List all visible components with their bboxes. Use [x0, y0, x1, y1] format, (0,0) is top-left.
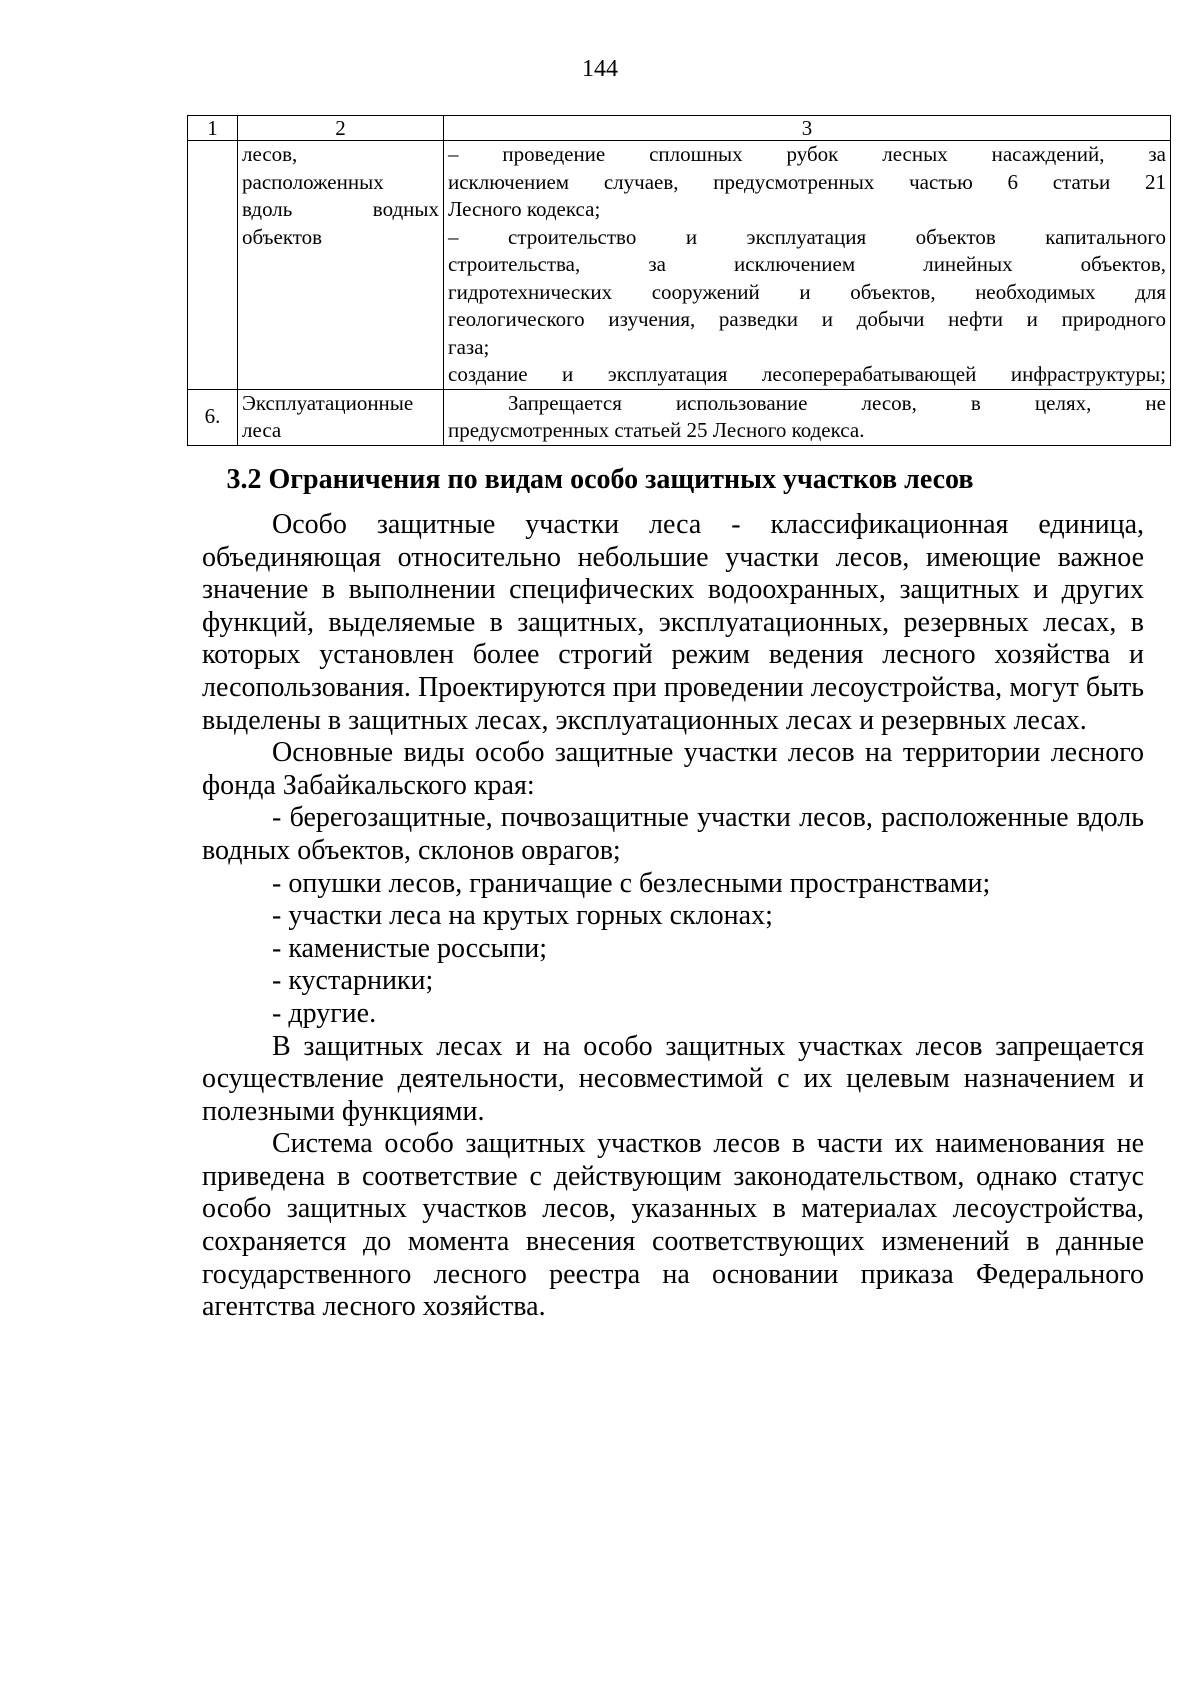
cell-line: геологического изучения, разведки и добычи нефти и природного — [448, 307, 1166, 331]
cell-line: – строительство и эксплуатация объектов капитального — [448, 224, 1166, 249]
cell-line: леса — [242, 418, 282, 442]
table-cell-number: 6. — [188, 389, 238, 445]
table-cell-category — [238, 141, 444, 390]
table-cell-restrictions — [444, 141, 1171, 390]
table-header-cell: 2 — [238, 116, 444, 141]
table-cell-number — [188, 141, 238, 390]
list-item: - кустарники; — [272, 965, 434, 997]
table-cell-restrictions — [444, 389, 1171, 445]
paragraph: Основные виды особо защитные участки лесов на территории лесного фонда Забайкальского края: — [202, 737, 1144, 801]
table-header-cell: 3 — [444, 116, 1171, 141]
cell-line: объектов — [242, 224, 323, 249]
list-item: - опушки лесов, граничащие с безлесными пространствами; — [272, 867, 991, 899]
paragraph: Особо защитные участки леса - классификационная единица, объединяющая относительно небольшие участки лесов, имеющие важное значение в выполнении специфических водоохранных, защитных и других функций, выделяемые в защитных, эксплуатационных, резервных лесах, в которых установлен более строгий режим ведения лесного хозяйства и лесопользования. Проектируются при проведении лесоустройства, могут быть выделены в защитных лесах, эксплуатационных лесах и резервных лесах. — [202, 509, 1144, 736]
cell-line: предусмотренных статьей 25 Лесного кодекса. — [448, 418, 865, 442]
paragraph: В защитных лесах и на особо защитных участках лесов запрещается осуществление деятельности, несовместимой с их целевым назначением и полезными функциями. — [202, 1030, 1144, 1127]
list-item: - другие. — [272, 997, 377, 1029]
list-item: - участки леса на крутых горных склонах; — [272, 900, 773, 932]
cell-line: исключением случаев, предусмотренных частью 6 статьи 21 — [448, 169, 1166, 194]
cell-line: Лесного кодекса; — [448, 197, 601, 221]
list-item: - берегозащитные, почвозащитные участки лесов, расположенные вдоль водных объектов, склонов оврагов; — [202, 802, 1144, 866]
cell-line: гидротехнических сооружений и объектов, необходимых для — [448, 279, 1166, 304]
cell-line: Эксплуатационные — [242, 390, 414, 415]
list-item: - каменистые россыпи; — [272, 932, 548, 964]
restrictions-table — [187, 115, 1171, 446]
cell-line: расположенных — [242, 169, 384, 194]
cell-line: создание и эксплуатация лесоперерабатывающей инфраструктуры; — [448, 362, 1166, 386]
cell-line: вдоль водных — [242, 197, 439, 221]
table-row — [188, 389, 1171, 445]
cell-line: газа; — [448, 334, 490, 359]
cell-line: – проведение сплошных рубок лесных насаждений, за — [448, 142, 1166, 166]
page-number: 144 — [582, 56, 618, 82]
table-cell-category — [238, 389, 444, 445]
table-header-cell: 1 — [188, 116, 238, 141]
table-row — [188, 141, 1171, 390]
paragraph: Система особо защитных участков лесов в части их наименования не приведена в соответствие с действующим законодательством, однако статус особо защитных участков лесов, указанных в материалах лесоустройства, сохраняется до момента внесения соответствующих изменений в данные государственного лесного реестра на основании приказа Федерального агентства лесного хозяйства. — [202, 1128, 1144, 1323]
body-text — [202, 509, 1144, 1324]
cell-line: строительства, за исключением линейных объектов, — [448, 252, 1166, 276]
cell-line: Запрещается использование лесов, в целях, не — [508, 390, 1166, 415]
table-header-row — [188, 116, 1171, 141]
section-title: 3.2 Ограничения по видам особо защитных участков лесов — [226, 464, 974, 495]
cell-line: лесов, — [242, 142, 298, 166]
